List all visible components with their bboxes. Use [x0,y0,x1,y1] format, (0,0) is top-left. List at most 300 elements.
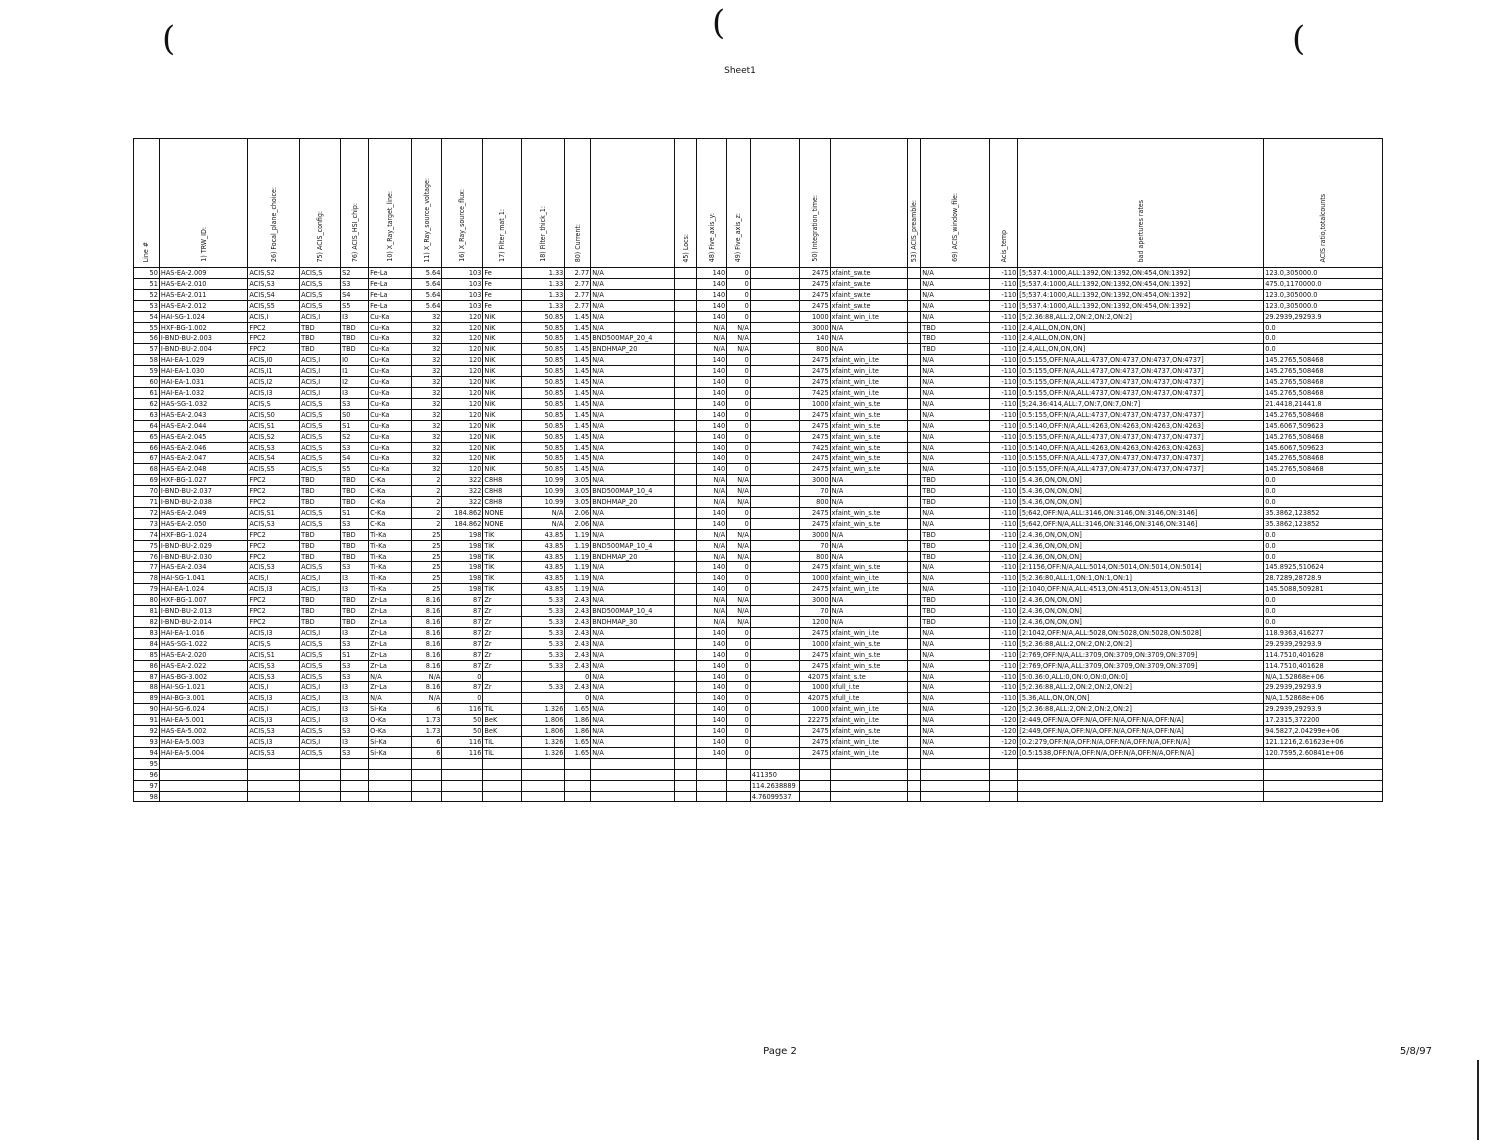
table-cell: 2475 [800,420,830,431]
table-cell: N/A [921,387,990,398]
table-cell: Cu-Ka [369,355,412,366]
table-cell: TBD [921,497,990,508]
table-cell: NiK [483,398,522,409]
table-row [134,311,1383,322]
table-cell [908,344,921,355]
table-cell [696,758,726,769]
table-cell: 29.2939,29293.9 [1264,311,1383,322]
table-cell: HAS-EA-5.002 [159,726,247,737]
table-cell: TBD [341,344,369,355]
column-header [341,139,369,268]
table-cell: 140 [696,409,726,420]
table-cell: 76 [134,551,160,562]
table-row [134,617,1383,628]
table-cell: NiK [483,377,522,388]
table-cell: ACIS,S1 [248,420,300,431]
table-cell: 0.0 [1264,529,1383,540]
table-cell: ACIS,I [248,573,300,584]
table-cell: 0 [727,507,751,518]
table-cell: 2 [412,486,442,497]
table-cell: 0 [727,464,751,475]
table-cell: [2.4.36,ON,ON,ON] [1018,540,1264,551]
table-cell: 94.5827,2.04299e+06 [1264,726,1383,737]
table-cell: FPC2 [248,322,300,333]
table-cell: 10.99 [522,497,565,508]
table-cell: Si-Ka [369,747,412,758]
table-cell: N/A [522,518,565,529]
table-row [134,486,1383,497]
table-cell: 1000 [800,682,830,693]
table-cell: N/A [921,420,990,431]
table-cell: 55 [134,322,160,333]
table-cell: C-Ka [369,475,412,486]
table-cell: ACIS,S [300,464,341,475]
table-cell: ACIS,S5 [248,464,300,475]
table-cell: N/A [921,289,990,300]
table-cell: 140 [696,507,726,518]
table-row [134,300,1383,311]
table-cell: BND500MAP_10_4 [591,486,675,497]
column-header-label: 53) ACIS_preamble: [910,199,919,263]
column-header-label: 49) Five_axis_z: [734,212,743,263]
table-cell: 5.64 [412,278,442,289]
table-cell: 140 [696,366,726,377]
table-cell: N/A [921,638,990,649]
table-cell: 145.8925,510624 [1264,562,1383,573]
table-cell: Cu-Ka [369,333,412,344]
table-cell: TBD [341,475,369,486]
table-cell [830,791,908,802]
table-row [134,344,1383,355]
table-cell: Fe [483,289,522,300]
table-cell [696,780,726,791]
table-cell: 32 [412,420,442,431]
table-cell: 42075 [800,671,830,682]
table-cell: ACIS,S [300,726,341,737]
table-cell: S2 [341,268,369,279]
table-cell: 63 [134,409,160,420]
table-cell [159,780,247,791]
table-cell: 140 [696,627,726,638]
table-cell: 2.43 [565,682,591,693]
table-cell: BND500MAP_20_4 [591,333,675,344]
table-cell: 5.64 [412,300,442,311]
table-cell: 50 [442,726,483,737]
table-cell: ACIS,S [300,453,341,464]
table-cell: N/A [591,638,675,649]
table-cell: [2:769,OFF:N/A,ALL:3709,ON:3709,ON:3709,ON:3709] [1018,649,1264,660]
table-cell: 120 [442,366,483,377]
column-header [696,139,726,268]
table-cell: 1.33 [522,268,565,279]
table-cell: xfaint_win_s.te [830,649,908,660]
table-cell: -110 [990,573,1018,584]
table-cell: 103 [442,268,483,279]
table-cell: [5;24.36:414,ALL:7,ON:7,ON:7,ON:7] [1018,398,1264,409]
table-cell: FPC2 [248,475,300,486]
table-cell: 120 [442,431,483,442]
table-cell: Zr-La [369,638,412,649]
table-row [134,333,1383,344]
table-cell: TiL [483,704,522,715]
table-cell: 8.16 [412,649,442,660]
table-cell [727,769,751,780]
table-cell: 32 [412,322,442,333]
table-cell: N/A [696,540,726,551]
table-cell: [0.5:140,OFF:N/A,ALL:4263,ON:4263,ON:4263,ON:4263] [1018,420,1264,431]
table-cell: TBD [341,595,369,606]
table-cell: S4 [341,289,369,300]
table-cell: N/A [830,617,908,628]
table-cell [750,726,800,737]
table-cell [483,780,522,791]
table-cell [483,671,522,682]
table-cell: 58 [134,355,160,366]
table-cell: [2:1040,OFF:N/A,ALL:4513,ON:4513,ON:4513,ON:4513] [1018,584,1264,595]
table-cell: 0 [727,736,751,747]
table-cell [908,311,921,322]
table-cell: Zr [483,638,522,649]
table-cell [750,355,800,366]
table-cell: xfaint_win_s.te [830,518,908,529]
table-cell: 68 [134,464,160,475]
table-cell [908,726,921,737]
table-cell [675,769,697,780]
table-cell: ACIS,S [300,289,341,300]
table-cell [1264,769,1383,780]
table-cell: BND500MAP_10_4 [591,540,675,551]
table-cell: 65 [134,431,160,442]
table-cell: Zr-La [369,660,412,671]
table-cell: ACIS,I1 [248,366,300,377]
table-cell: N/A [591,627,675,638]
scan-mark-edge-line [1477,1060,1479,1140]
table-cell: N/A [696,497,726,508]
table-cell: HAS-EA-2.049 [159,507,247,518]
table-cell: -110 [990,453,1018,464]
table-cell [750,497,800,508]
table-cell: 2475 [800,518,830,529]
table-cell: S1 [341,507,369,518]
table-cell: N/A [591,322,675,333]
column-header-label: Acis_temp [999,229,1008,263]
table-cell: 1200 [800,617,830,628]
table-cell: [2.4.36,ON,ON,ON] [1018,606,1264,617]
table-cell: TBD [300,486,341,497]
table-cell: ACIS,S [300,420,341,431]
table-cell: HAI-EA-1.016 [159,627,247,638]
table-cell: N/A [591,573,675,584]
table-row [134,431,1383,442]
table-cell: TBD [921,606,990,617]
table-cell: -120 [990,736,1018,747]
table-cell: 72 [134,507,160,518]
table-row [134,398,1383,409]
table-cell [908,398,921,409]
table-cell: ACIS,S [300,398,341,409]
table-cell [908,649,921,660]
table-cell: 29.2939,29293.9 [1264,638,1383,649]
table-row [134,747,1383,758]
table-row [134,355,1383,366]
table-cell: HAI-SG-1.041 [159,573,247,584]
table-cell: 1.45 [565,387,591,398]
table-cell: FPC2 [248,595,300,606]
table-cell: N/A [921,704,990,715]
table-cell: 145.6067,509623 [1264,420,1383,431]
table-cell: 1.65 [565,736,591,747]
table-cell: 1.19 [565,529,591,540]
table-cell: N/A [830,344,908,355]
table-cell: Cu-Ka [369,409,412,420]
table-cell: 0 [727,638,751,649]
table-cell: 70 [134,486,160,497]
table-cell: Cu-Ka [369,387,412,398]
table-cell: ACIS,S [300,268,341,279]
table-cell: NiK [483,366,522,377]
table-cell: 5.33 [522,638,565,649]
table-cell [921,780,990,791]
table-cell: NiK [483,420,522,431]
table-cell: 32 [412,442,442,453]
table-cell: -110 [990,595,1018,606]
table-cell: 8.16 [412,606,442,617]
spreadsheet-table [133,138,1383,802]
table-cell: C8H8 [483,497,522,508]
table-cell: 140 [696,671,726,682]
table-cell: xfaint_win_s.te [830,464,908,475]
table-cell: 80 [134,595,160,606]
table-cell: [2:1042,OFF:N/A,ALL:5028,ON:5028,ON:5028,ON:5028] [1018,627,1264,638]
table-cell: xfaint_win_i.te [830,747,908,758]
table-cell: BeK [483,715,522,726]
table-cell [908,431,921,442]
table-cell [675,387,697,398]
table-cell: Zr [483,649,522,660]
table-cell: 120 [442,344,483,355]
table-cell: 120 [442,333,483,344]
table-cell: N/A [591,398,675,409]
table-cell: ACIS,S3 [248,442,300,453]
table-row [134,660,1383,671]
table-cell: N/A [727,529,751,540]
table-cell: 2475 [800,627,830,638]
table-cell: 1.65 [565,747,591,758]
table-cell: -110 [990,617,1018,628]
table-cell: Zr-La [369,682,412,693]
table-cell: 145.6067,509623 [1264,442,1383,453]
table-row [134,726,1383,737]
table-cell: 1.45 [565,322,591,333]
table-cell: 114.2638889 [750,780,800,791]
table-cell: I3 [341,715,369,726]
table-cell: 140 [696,442,726,453]
table-cell [675,780,697,791]
table-cell: [5.4.36,ON,ON,ON] [1018,486,1264,497]
table-cell [1264,758,1383,769]
table-cell: N/A [921,268,990,279]
table-cell [300,791,341,802]
table-cell: 2 [412,507,442,518]
table-cell: -110 [990,671,1018,682]
table-cell: ACIS,I [300,715,341,726]
table-cell: I1 [341,366,369,377]
table-cell [675,649,697,660]
table-cell: 140 [696,464,726,475]
table-cell: 43.85 [522,584,565,595]
table-row [134,377,1383,388]
table-cell: 0 [727,671,751,682]
table-cell [750,649,800,660]
scan-mark-paren-left: ( [162,19,176,59]
table-cell: 1.45 [565,333,591,344]
table-cell: 25 [412,562,442,573]
table-cell [750,278,800,289]
column-header [727,139,751,268]
table-cell: 32 [412,453,442,464]
table-cell: -110 [990,420,1018,431]
table-row [134,420,1383,431]
table-cell: 3000 [800,475,830,486]
table-cell: 50.85 [522,442,565,453]
table-cell: TBD [341,551,369,562]
table-cell: 0.0 [1264,497,1383,508]
table-cell [908,507,921,518]
table-cell: 1000 [800,638,830,649]
table-cell: -120 [990,704,1018,715]
table-cell: ACIS,I [300,682,341,693]
table-cell: 2.43 [565,606,591,617]
table-cell: TiK [483,584,522,595]
table-cell [369,791,412,802]
table-cell [675,791,697,802]
table-cell [750,747,800,758]
table-cell [750,551,800,562]
table-cell: 0.0 [1264,551,1383,562]
table-cell: HAI-EA-1.030 [159,366,247,377]
table-cell: 0 [727,398,751,409]
table-cell: 25 [412,551,442,562]
table-cell: 50.85 [522,387,565,398]
table-cell [750,344,800,355]
table-cell: Cu-Ka [369,453,412,464]
table-cell: 1.86 [565,715,591,726]
table-cell: [2.4,ALL,ON,ON,ON] [1018,333,1264,344]
table-cell: 88 [134,682,160,693]
table-cell: NONE [483,518,522,529]
table-cell: -110 [990,311,1018,322]
table-cell: ACIS,I [300,366,341,377]
table-cell [565,791,591,802]
table-cell [675,344,697,355]
table-cell: 0 [727,562,751,573]
table-cell: xfaint_sw.te [830,268,908,279]
table-cell: 140 [696,268,726,279]
table-cell: [0.5:155,OFF:N/A,ALL:4737,ON:4737,ON:4737,ON:4737] [1018,464,1264,475]
table-cell: 116 [442,747,483,758]
table-cell: -110 [990,268,1018,279]
table-cell: [5;2.36:88,ALL:2,ON:2,ON:2,ON:2] [1018,638,1264,649]
table-cell: -110 [990,300,1018,311]
table-cell [908,475,921,486]
table-cell: Zr-La [369,595,412,606]
table-cell: N/A [921,278,990,289]
table-cell: -110 [990,442,1018,453]
column-header [483,139,522,268]
table-cell: Zr-La [369,627,412,638]
table-cell: 22275 [800,715,830,726]
table-cell: 2.43 [565,649,591,660]
column-header [800,139,830,268]
table-cell [908,333,921,344]
table-cell: 87 [442,627,483,638]
table-cell: N/A [921,311,990,322]
table-cell: 50.85 [522,464,565,475]
table-cell: 79 [134,584,160,595]
table-cell [675,366,697,377]
table-cell: N/A [591,704,675,715]
table-cell: FPC2 [248,529,300,540]
table-cell: HAI-EA-5.001 [159,715,247,726]
table-cell: [5;642,OFF:N/A,ALL:3146,ON:3146,ON:3146,ON:3146] [1018,507,1264,518]
table-cell: ACIS,I [300,387,341,398]
table-cell: HAI-SG-1.021 [159,682,247,693]
table-cell [750,453,800,464]
column-header [134,139,160,268]
table-cell: NiK [483,355,522,366]
table-cell: 140 [696,573,726,584]
table-cell [675,398,697,409]
table-cell: 59 [134,366,160,377]
table-cell: 145.5088,509281 [1264,584,1383,595]
table-cell: 50.85 [522,431,565,442]
table-cell [675,377,697,388]
table-cell: 70 [800,486,830,497]
table-cell: 5.64 [412,289,442,300]
table-cell: 120 [442,398,483,409]
table-cell: N/A [921,573,990,584]
column-header [159,139,247,268]
table-cell: ACIS,S3 [248,660,300,671]
table-cell: TiL [483,747,522,758]
table-cell: NiK [483,453,522,464]
table-cell: N/A [591,584,675,595]
table-cell: 53 [134,300,160,311]
table-cell: HAS-EA-2.020 [159,649,247,660]
column-header-label: 50) Integration_time: [811,195,820,263]
table-cell: 1.45 [565,453,591,464]
table-cell: 114.7510,401628 [1264,649,1383,660]
table-cell [300,780,341,791]
column-header [591,139,675,268]
table-cell: N/A [921,464,990,475]
table-cell: 2475 [800,355,830,366]
table-cell: -110 [990,518,1018,529]
table-cell: [0.5:140,OFF:N/A,ALL:4263,ON:4263,ON:4263,ON:4263] [1018,442,1264,453]
table-cell: C-Ka [369,497,412,508]
table-cell: TBD [341,322,369,333]
table-cell: 94 [134,747,160,758]
table-cell: Ti-Ka [369,573,412,584]
table-cell: N/A [727,497,751,508]
table-cell: N/A [921,377,990,388]
table-cell: [2:449,OFF:N/A,OFF:N/A,OFF:N/A,OFF:N/A,OFF:N/A] [1018,726,1264,737]
table-cell: 87 [442,606,483,617]
table-cell: N/A [830,606,908,617]
table-cell: HXF-BG-1.002 [159,322,247,333]
table-cell [591,769,675,780]
table-cell: 1.326 [522,736,565,747]
